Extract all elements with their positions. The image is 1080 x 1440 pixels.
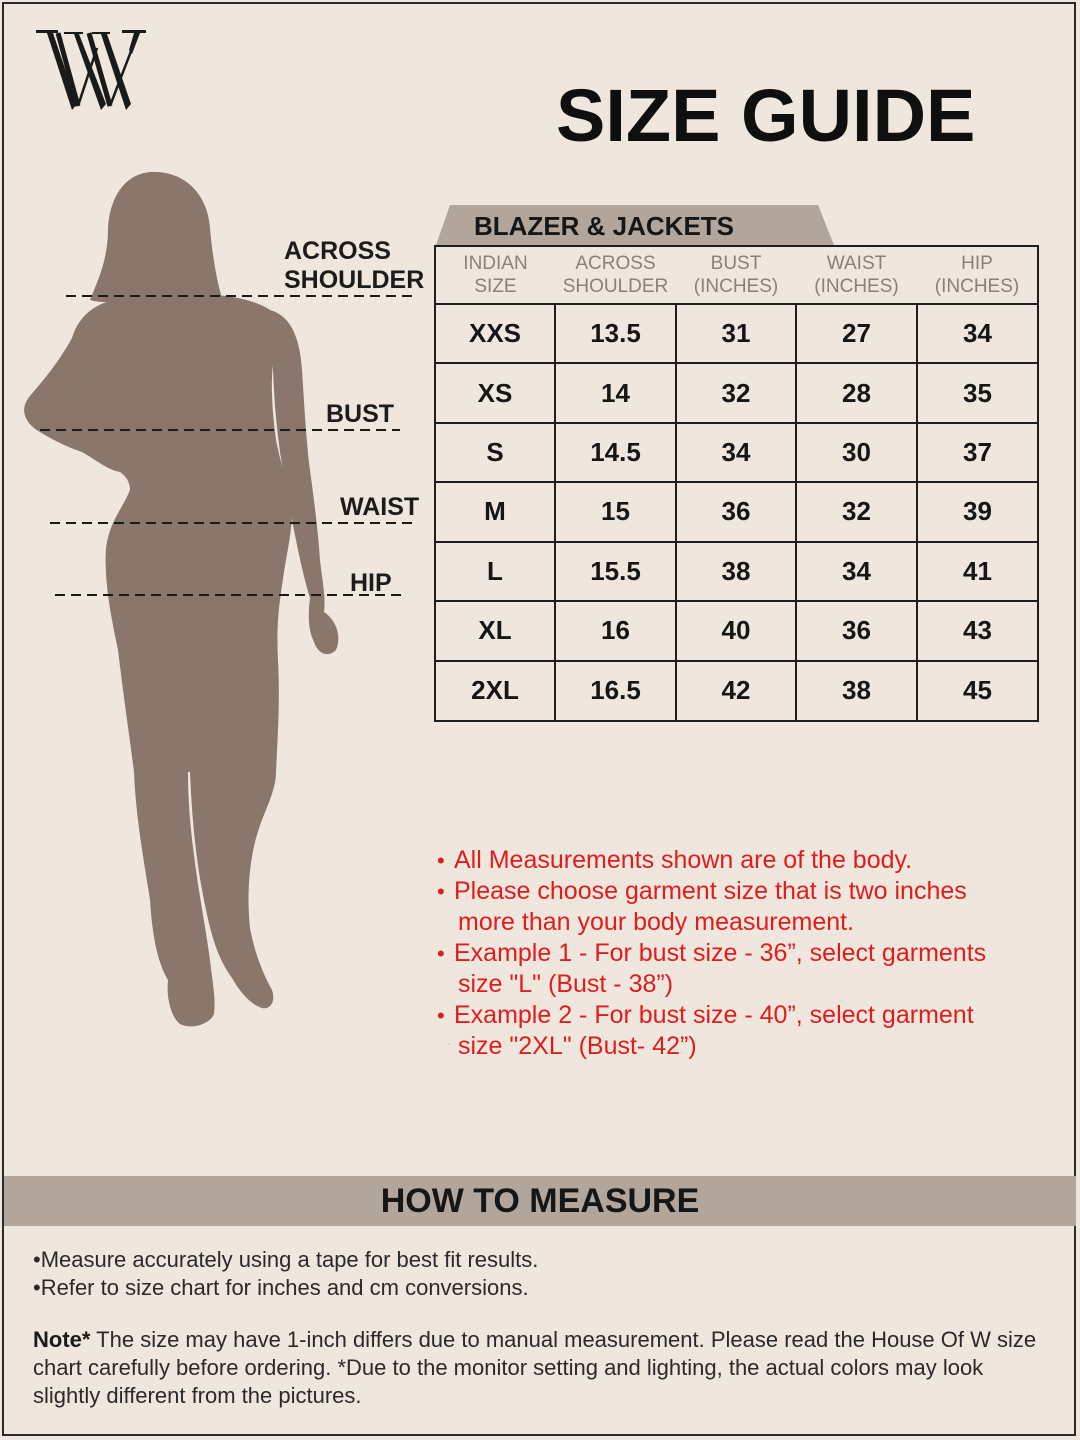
note-label: Note* <box>33 1327 91 1352</box>
note-body: The size may have 1-inch differs due to manual measurement. Please read the House Of W size chart carefully before ordering. *Due to the monitor setting and lighting, the actual colors may look slightly different from the pictures. <box>33 1327 1037 1408</box>
cell-size: M <box>435 482 555 541</box>
measurement-lines <box>0 0 440 620</box>
cell-size: L <box>435 542 555 601</box>
label-across-shoulder-line2: SHOULDER <box>284 266 425 294</box>
cell-hip: 39 <box>917 482 1038 541</box>
list-item: • Example 1 - For bust size - 36”, select garments size "L" (Bust - 38”) <box>436 938 1056 1000</box>
header-indian-size: INDIAN SIZE <box>435 246 555 304</box>
header-bust: BUST (INCHES) <box>676 246 796 304</box>
table-row <box>435 601 1038 660</box>
list-item: • Please choose garment size that is two inches more than your body measurement. <box>436 876 1056 938</box>
cell-shoulder: 14.5 <box>555 423 676 482</box>
header-waist: WAIST (INCHES) <box>796 246 917 304</box>
table-row <box>435 423 1038 482</box>
cell-size: 2XL <box>435 661 555 721</box>
list-item: • All Measurements shown are of the body. <box>436 845 1056 876</box>
cell-shoulder: 13.5 <box>555 304 676 363</box>
cell-size: XL <box>435 601 555 660</box>
cell-size: XXS <box>435 304 555 363</box>
cell-bust: 34 <box>676 423 796 482</box>
table-row <box>435 482 1038 541</box>
list-item: • Measure accurately using a tape for best fit results. <box>33 1246 538 1274</box>
cell-waist: 28 <box>796 363 917 422</box>
list-item: • Refer to size chart for inches and cm conversions. <box>33 1274 538 1302</box>
cell-bust: 40 <box>676 601 796 660</box>
cell-waist: 27 <box>796 304 917 363</box>
cell-bust: 32 <box>676 363 796 422</box>
cell-size: XS <box>435 363 555 422</box>
cell-shoulder: 16.5 <box>555 661 676 721</box>
label-across-shoulder-line1: ACROSS <box>284 237 391 265</box>
header-across-shoulder: ACROSS SHOULDER <box>555 246 676 304</box>
cell-hip: 37 <box>917 423 1038 482</box>
cell-hip: 41 <box>917 542 1038 601</box>
cell-hip: 45 <box>917 661 1038 721</box>
disclaimer-note <box>33 1326 1048 1410</box>
cell-bust: 31 <box>676 304 796 363</box>
label-hip: HIP <box>350 569 392 597</box>
table-row <box>435 304 1038 363</box>
cell-bust: 38 <box>676 542 796 601</box>
cell-waist: 36 <box>796 601 917 660</box>
label-bust: BUST <box>326 400 395 428</box>
cell-waist: 32 <box>796 482 917 541</box>
table-header-row <box>435 246 1038 304</box>
size-chart-table <box>434 245 1039 722</box>
cell-shoulder: 15 <box>555 482 676 541</box>
table-row <box>435 542 1038 601</box>
cell-waist: 38 <box>796 661 917 721</box>
table-row <box>435 363 1038 422</box>
cell-waist: 30 <box>796 423 917 482</box>
how-to-measure-title: HOW TO MEASURE <box>380 1182 700 1220</box>
cell-shoulder: 15.5 <box>555 542 676 601</box>
cell-shoulder: 14 <box>555 363 676 422</box>
table-category-label: BLAZER & JACKETS <box>474 211 735 241</box>
list-item: • Example 2 - For bust size - 40”, select garment size "2XL" (Bust- 42”) <box>436 1000 1056 1062</box>
cell-hip: 35 <box>917 363 1038 422</box>
cell-bust: 36 <box>676 482 796 541</box>
header-hip: HIP (INCHES) <box>917 246 1038 304</box>
cell-size: S <box>435 423 555 482</box>
cell-waist: 34 <box>796 542 917 601</box>
fit-notes-list <box>436 845 1056 1062</box>
cell-bust: 42 <box>676 661 796 721</box>
cell-shoulder: 16 <box>555 601 676 660</box>
cell-hip: 34 <box>917 304 1038 363</box>
table-row <box>435 661 1038 721</box>
how-to-measure-list <box>33 1246 538 1302</box>
cell-hip: 43 <box>917 601 1038 660</box>
label-waist: WAIST <box>340 493 420 521</box>
page-title: SIZE GUIDE <box>556 74 976 157</box>
